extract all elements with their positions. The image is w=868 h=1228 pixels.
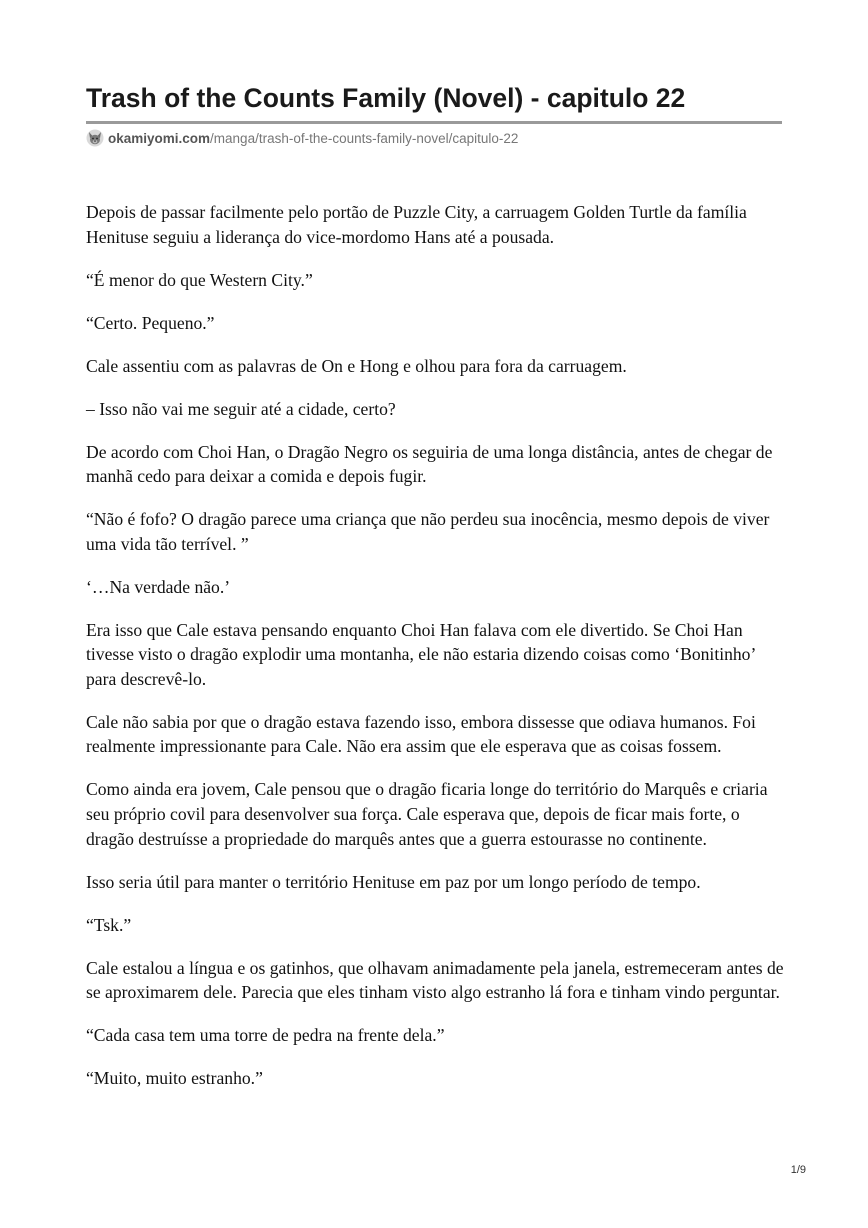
paragraph: Isso seria útil para manter o território Henituse em paz por um longo período de tempo. <box>86 871 701 892</box>
paragraph: “Cada casa tem uma torre de pedra na frente dela.” <box>86 1025 445 1046</box>
paragraph: “Muito, muito estranho.” <box>86 1068 263 1089</box>
paragraph: ‘…Na verdade não.’ <box>86 576 231 597</box>
paragraph: Depois de passar facilmente pelo portão de Puzzle City, a carruagem Golden Turtle da família Henituse seguiu a liderança do vice-mordomo Hans até a pousada. <box>86 202 747 247</box>
page-title: Trash of the Counts Family (Novel) - capitulo 22 <box>86 83 686 113</box>
wolf-head-icon <box>86 129 104 147</box>
paragraph: Era isso que Cale estava pensando enquanto Choi Han falava com ele divertido. Se Choi Han tivesse visto o dragão explodir uma montanha, ele não estaria dizendo coisas como ‘Bonitinho’ para descrevê-lo. <box>86 619 756 689</box>
title-divider <box>86 121 782 124</box>
paragraph: Cale estalou a língua e os gatinhos, que olhavam animadamente pela janela, estremeceram antes de se aproximarem dele. Parecia que eles tinham visto algo estranho lá fora e tinham vindo perguntar. <box>86 957 784 1003</box>
paragraph: – Isso não vai me seguir até a cidade, certo? <box>86 398 396 419</box>
paragraph: “É menor do que Western City.” <box>86 269 313 290</box>
source-link[interactable] <box>86 128 518 148</box>
source-domain[interactable]: okamiyomi.com <box>108 130 211 146</box>
paragraph: De acordo com Choi Han, o Dragão Negro os seguiria de uma longa distância, antes de chegar de manhã cedo para deixar a comida e depois fugir. <box>86 441 773 487</box>
paragraph: Cale não sabia por que o dragão estava fazendo isso, embora dissesse que odiava humanos. Foi realmente impressionante para Cale. Não era assim que ele esperava que as coisas fossem. <box>86 711 756 757</box>
paragraph: “Certo. Pequeno.” <box>86 312 215 333</box>
page-number: 1/9 <box>790 1164 806 1176</box>
paragraph: Cale assentiu com as palavras de On e Hong e olhou para fora da carruagem. <box>86 355 627 376</box>
article-body <box>86 200 786 1109</box>
paragraph: “Não é fofo? O dragão parece uma criança que não perdeu sua inocência, mesmo depois de viver uma vida tão terrível. ” <box>86 509 770 554</box>
paragraph: Como ainda era jovem, Cale pensou que o dragão ficaria longe do território do Marquês e criaria seu próprio covil para desenvolver sua força. Cale esperava que, depois de ficar mais forte, o dragão destruísse a propriedade do marquês antes que a guerra estourasse no continente. <box>86 779 768 849</box>
paragraph: “Tsk.” <box>86 914 132 935</box>
source-path[interactable]: /manga/trash-of-the-counts-family-novel/capitulo-22 <box>210 130 519 146</box>
